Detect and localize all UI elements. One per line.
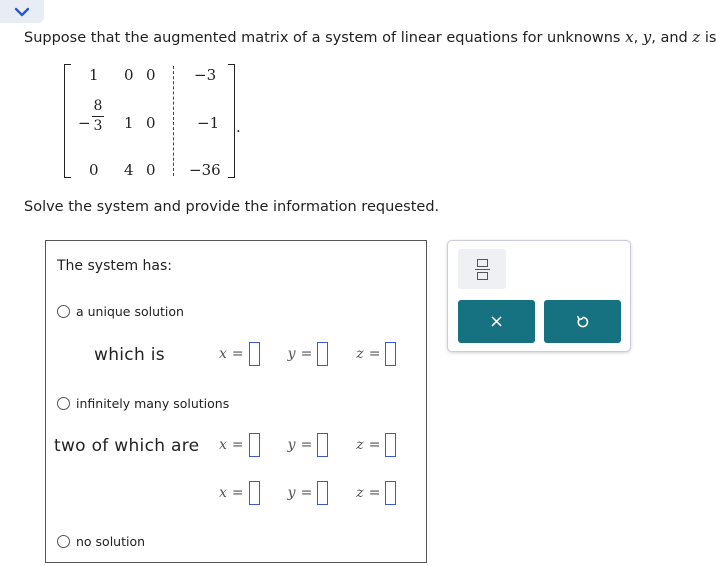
matrix-cell-r1-aug: −3 bbox=[194, 66, 217, 84]
var-z: z bbox=[692, 28, 701, 46]
option-no-solution[interactable] bbox=[57, 534, 145, 549]
question-intro: Suppose that the augmented matrix of a system of linear equations for unknowns bbox=[24, 30, 621, 46]
unique-y-input[interactable] bbox=[317, 342, 328, 366]
inf1-y-input[interactable] bbox=[317, 433, 328, 457]
two-of-which-label: two of which are bbox=[54, 436, 200, 456]
var-x: x bbox=[625, 28, 634, 46]
var-z-label: z bbox=[356, 437, 364, 453]
matrix-period: . bbox=[236, 118, 241, 136]
var-z-label: z bbox=[356, 346, 364, 362]
equals-sign: = bbox=[231, 485, 244, 501]
matrix-cell-r3c3: 0 bbox=[146, 161, 156, 179]
equals-sign: = bbox=[231, 437, 244, 453]
unique-solution-inputs bbox=[219, 342, 396, 366]
var-y-label: y bbox=[287, 485, 296, 501]
radio-no-solution[interactable] bbox=[57, 535, 70, 548]
unique-x-input[interactable] bbox=[249, 342, 260, 366]
unique-z-input[interactable] bbox=[385, 342, 396, 366]
equals-sign: = bbox=[300, 437, 313, 453]
fraction-numerator: 8 bbox=[93, 98, 103, 114]
inf2-x-input[interactable] bbox=[249, 481, 260, 505]
equals-sign: = bbox=[368, 437, 381, 453]
infinite-solution2-inputs bbox=[219, 481, 396, 505]
undo-button[interactable] bbox=[544, 300, 621, 343]
infinite-solution1-inputs bbox=[219, 433, 396, 457]
instruction-text: Solve the system and provide the information requested. bbox=[24, 199, 440, 215]
math-tool-panel bbox=[447, 240, 631, 352]
fraction-tool-button[interactable] bbox=[458, 249, 506, 289]
comma: , bbox=[633, 30, 639, 46]
undo-icon bbox=[576, 315, 590, 329]
answer-heading: The system has: bbox=[57, 258, 173, 274]
matrix-cell-r3c1: 0 bbox=[89, 161, 99, 179]
collapse-toggle-button[interactable] bbox=[0, 0, 44, 23]
var-y-label: y bbox=[287, 346, 296, 362]
equals-sign: = bbox=[300, 346, 313, 362]
matrix-left-bracket bbox=[64, 64, 71, 178]
inf1-z-input[interactable] bbox=[385, 433, 396, 457]
clear-button[interactable] bbox=[458, 300, 535, 343]
fraction-bar bbox=[92, 116, 104, 117]
var-x-label: x bbox=[219, 485, 227, 501]
var-y-label: y bbox=[287, 437, 296, 453]
equals-sign: = bbox=[368, 346, 381, 362]
fraction-icon-denominator bbox=[477, 272, 488, 280]
equals-sign: = bbox=[231, 346, 244, 362]
option-unique-solution[interactable] bbox=[57, 304, 184, 319]
matrix-right-bracket bbox=[228, 64, 235, 178]
var-y: y bbox=[642, 28, 652, 46]
answer-box bbox=[45, 240, 427, 563]
label-infinitely-many: infinitely many solutions bbox=[76, 396, 230, 411]
matrix-cell-r2c3: 0 bbox=[146, 114, 156, 132]
matrix-cell-r3-aug: −36 bbox=[189, 161, 221, 179]
equals-sign: = bbox=[368, 485, 381, 501]
matrix-cell-r1c2: 0 bbox=[124, 66, 134, 84]
radio-infinitely-many[interactable] bbox=[57, 397, 70, 410]
inf1-x-input[interactable] bbox=[249, 433, 260, 457]
chevron-down-icon bbox=[14, 7, 30, 17]
fraction-icon bbox=[477, 259, 488, 267]
option-infinitely-many[interactable] bbox=[57, 396, 229, 411]
matrix-cell-r2-aug: −1 bbox=[197, 114, 220, 132]
matrix-cell-r2c1-fraction bbox=[92, 99, 104, 134]
matrix-cell-r3c2: 4 bbox=[124, 161, 134, 179]
fraction-denominator: 3 bbox=[93, 118, 103, 134]
label-no-solution: no solution bbox=[76, 534, 146, 549]
var-x-label: x bbox=[219, 437, 227, 453]
matrix-r2-minus: − bbox=[78, 114, 91, 132]
which-is-label: which is bbox=[94, 345, 165, 365]
and-text: , and bbox=[651, 30, 688, 46]
matrix-cell-r2c2: 1 bbox=[124, 114, 134, 132]
matrix-cell-r1c1: 1 bbox=[89, 66, 99, 84]
equals-sign: = bbox=[300, 485, 313, 501]
matrix-cell-r1c3: 0 bbox=[146, 66, 156, 84]
question-text bbox=[24, 28, 716, 46]
question-tail: is bbox=[704, 30, 716, 46]
close-icon: × bbox=[488, 311, 505, 332]
augment-separator bbox=[173, 66, 174, 176]
radio-unique-solution[interactable] bbox=[57, 305, 70, 318]
inf2-y-input[interactable] bbox=[317, 481, 328, 505]
var-x-label: x bbox=[219, 346, 227, 362]
fraction-icon-bar bbox=[475, 269, 490, 270]
augmented-matrix bbox=[64, 62, 244, 180]
inf2-z-input[interactable] bbox=[385, 481, 396, 505]
label-unique-solution: a unique solution bbox=[76, 304, 184, 319]
var-z-label: z bbox=[356, 485, 364, 501]
